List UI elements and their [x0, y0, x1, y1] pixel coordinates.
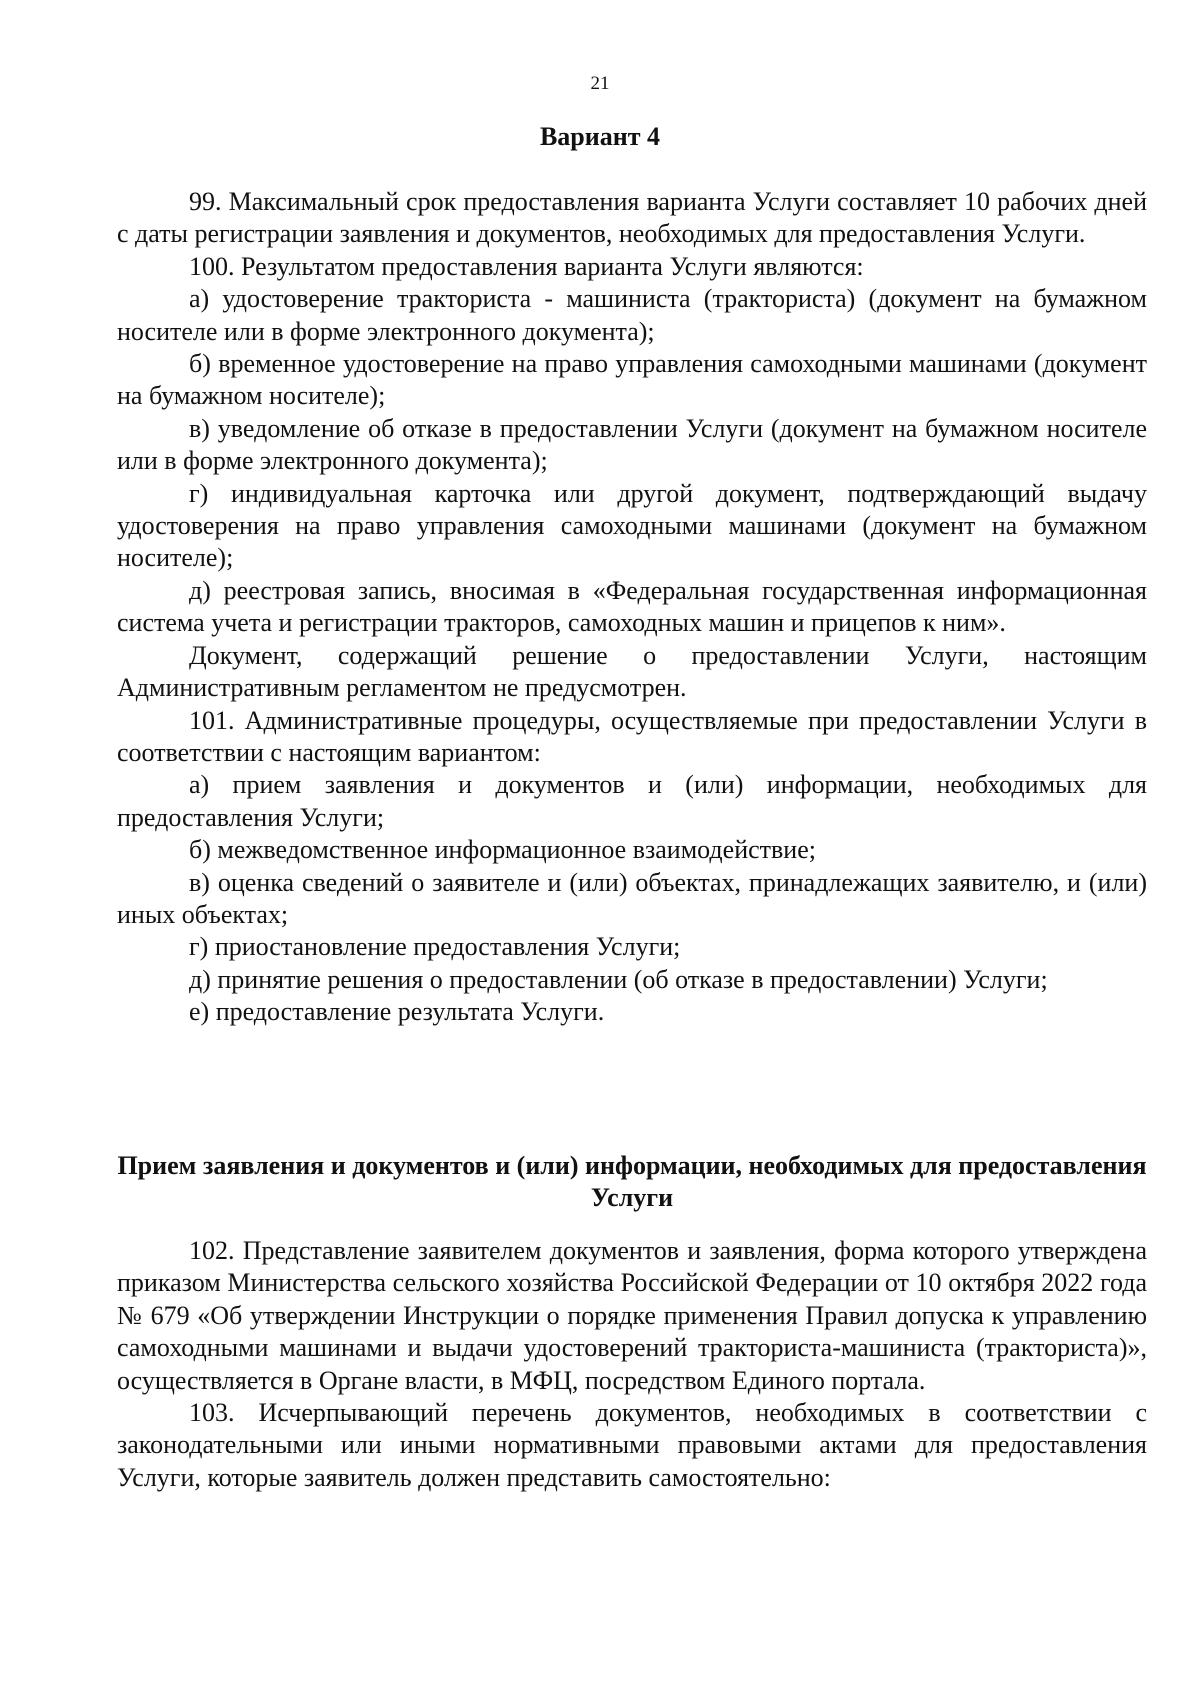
section-heading-application-intake: Прием заявления и документов и (или) информации, необходимых для предоставления Услуги: [117, 1151, 1147, 1212]
list-item-101-a: а) прием заявления и документов и (или) информации, необходимых для предоставления Услуги;: [117, 770, 1147, 832]
section-variant-4-body: [117, 186, 1147, 1029]
paragraph-99: 99. Максимальный срок предоставления варианта Услуги составляет 10 рабочих дней с даты регистрации заявления и документов, необходимых для предоставления Услуги.: [117, 187, 1147, 249]
page-number: 21: [590, 73, 610, 94]
list-item-101-g: г) приостановление предоставления Услуги;: [189, 932, 681, 962]
list-item-101-e: е) предоставление результата Услуги.: [189, 997, 605, 1027]
paragraph-100: 100. Результатом предоставления варианта Услуги являются:: [189, 251, 864, 281]
list-item-100-g: г) индивидуальная карточка или другой документ, подтверждающий выдачу удостоверения на право управления самоходными машинами (документ на бумажном носителе);: [117, 478, 1147, 573]
paragraph-decision-document: Документ, содержащий решение о предоставлении Услуги, настоящим Административным регламентом не предусмотрен.: [117, 640, 1147, 703]
list-item-100-b: б) временное удостоверение на право управления самоходными машинами (документ на бумажном носителе);: [117, 349, 1147, 411]
list-item-101-d: д) принятие решения о предоставлении (об отказе в предоставлении) Услуги;: [189, 964, 1048, 994]
list-item-101-b: б) межведомственное информационное взаимодействие;: [189, 835, 816, 865]
list-item-100-v: в) уведомление об отказе в предоставлении Услуги (документ на бумажном носителе или в форме электронного документа);: [117, 413, 1147, 476]
section-heading-variant-4: Вариант 4: [539, 122, 661, 151]
list-item-100-a: а) удостоверение тракториста - машиниста (тракториста) (документ на бумажном носителе или в форме электронного документа);: [117, 284, 1147, 346]
paragraph-101: 101. Административные процедуры, осуществляемые при предоставлении Услуги в соответствии с настоящим вариантом:: [117, 705, 1147, 767]
list-item-101-v: в) оценка сведений о заявителе и (или) объектах, принадлежащих заявителю, и (или) иных объектах;: [117, 867, 1147, 929]
paragraph-103: 103. Исчерпывающий перечень документов, необходимых в соответствии с законодательными или иными нормативными правовыми актами для предоставления Услуги, которые заявитель должен представить самостоятельно:: [117, 1398, 1147, 1492]
list-item-100-d: д) реестровая запись, вносимая в «Федеральная государственная информационная система учета и регистрации тракторов, самоходных машин и прицепов к ним».: [117, 575, 1147, 638]
paragraph-102: 102. Представление заявителем документов и заявления, форма которого утверждена приказом Министерства сельского хозяйства Российской Федерации от 10 октября 2022 года № 679 «Об утверждении Инструкции о порядке применения Правил допуска к управлению самоходными машинами и выдачи удостоверений тракториста-машиниста (тракториста)», осуществляется в Органе власти, в МФЦ, посредством Единого портала.: [117, 1236, 1147, 1395]
section-application-intake-body: [117, 1235, 1147, 1494]
